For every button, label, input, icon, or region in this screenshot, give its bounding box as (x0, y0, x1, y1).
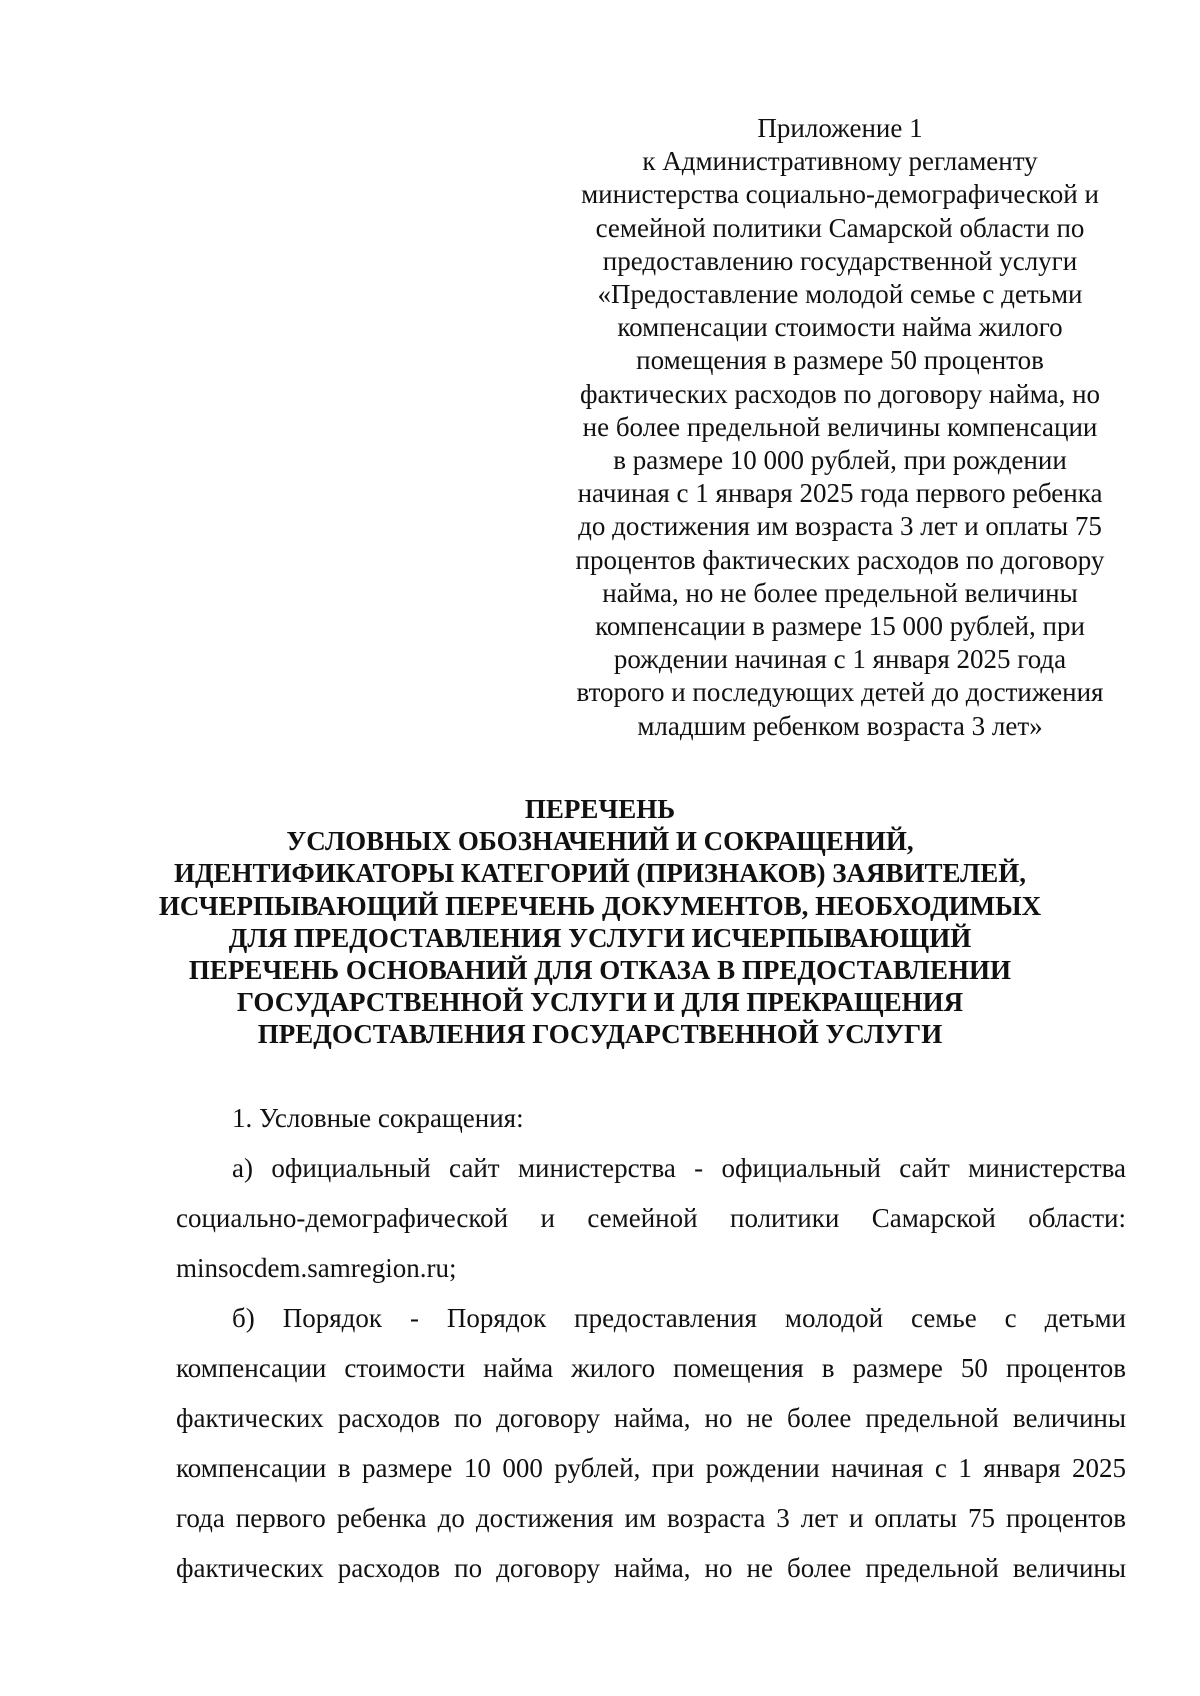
item-a-line: а) официальный сайт министерства - официальный сайт министерства (232, 1153, 1126, 1183)
appendix-header-line: до достижения им возраста 3 лет и оплаты 75 (578, 511, 1102, 542)
list-title-line: ИСЧЕРПЫВАЮЩИЙ ПЕРЕЧЕНЬ ДОКУМЕНТОВ, НЕОБХОДИМЫХ (158, 890, 1042, 921)
appendix-header-line: «Предоставление молодой семье с детьми (597, 279, 1083, 310)
appendix-header-line: начиная с 1 января 2025 года первого ребенка (577, 478, 1103, 509)
body-text (176, 1093, 1126, 1593)
list-title-line: ДЛЯ ПРЕДОСТАВЛЕНИЯ УСЛУГИ ИСЧЕРПЫВАЮЩИЙ (228, 922, 972, 953)
appendix-header-line: младшим ребенком возраста 3 лет» (637, 710, 1043, 741)
appendix-header-line: министерства социально-демографической и (581, 179, 1099, 210)
item-b-line: фактических расходов по договору найма, но не более предельной величины (176, 1403, 1126, 1433)
appendix-header-line: компенсации стоимости найма жилого (617, 312, 1063, 343)
appendix-header-line: Приложение 1 (757, 113, 923, 143)
appendix-header-line: в размере 10 000 рублей, при рождении (613, 445, 1067, 476)
item-b-line: фактических расходов по договору найма, но не более предельной величины (176, 1553, 1126, 1583)
appendix-header-line: фактических расходов по договору найма, но (579, 378, 1101, 409)
appendix-header-line: процентов фактических расходов по договору (575, 544, 1105, 575)
list-title-line: УСЛОВНЫХ ОБОЗНАЧЕНИЙ И СОКРАЩЕНИЙ, (286, 826, 914, 857)
appendix-header-line: к Административному регламенту (642, 146, 1038, 177)
list-title-line: ПРЕДОСТАВЛЕНИЯ ГОСУДАРСТВЕННОЙ УСЛУГИ (257, 1019, 943, 1050)
item-a-line: minsocdem.samregion.ru; (176, 1253, 457, 1283)
list-title-line: ИДЕНТИФИКАТОРЫ КАТЕГОРИЙ (ПРИЗНАКОВ) ЗАЯВИТЕЛЕЙ, (173, 858, 1027, 889)
item-b-line: компенсации в размере 10 000 рублей, при рождении начиная с 1 января 2025 (176, 1453, 1126, 1483)
item-b-paragraph (176, 1293, 1126, 1593)
appendix-header-line: семейной политики Самарской области по (595, 212, 1085, 243)
appendix-header-line: помещения в размере 50 процентов (636, 345, 1044, 376)
list-title-line: ПЕРЕЧЕНЬ ОСНОВАНИЙ ДЛЯ ОТКАЗА В ПРЕДОСТАВЛЕНИИ (188, 955, 1012, 986)
appendix-header-line: найма, но не более предельной величины (602, 577, 1078, 608)
appendix-header-line: второго и последующих детей до достижения (576, 677, 1104, 708)
section-heading (176, 1093, 1126, 1143)
item-b-line: года первого ребенка до достижения им возраста 3 лет и оплаты 75 процентов (176, 1503, 1126, 1533)
appendix-header-line: компенсации в размере 15 000 рублей, при (595, 611, 1085, 642)
item-b-line: б) Порядок - Порядок предоставления молодой семье с детьми (232, 1303, 1126, 1333)
appendix-header-line: рождении начиная с 1 января 2025 года (613, 644, 1067, 675)
list-title (100, 793, 1100, 1051)
list-title-line: ГОСУДАРСТВЕННОЙ УСЛУГИ И ДЛЯ ПРЕКРАЩЕНИЯ (236, 987, 964, 1018)
item-a-paragraph (176, 1143, 1126, 1293)
list-title-line: ПЕРЕЧЕНЬ (524, 794, 676, 824)
item-a-line: социально-демографической и семейной политики Самарской области: (176, 1203, 1126, 1233)
appendix-header-line: не более предельной величины компенсации (582, 411, 1098, 442)
appendix-header (555, 112, 1125, 743)
item-b-line: компенсации стоимости найма жилого помещения в размере 50 процентов (176, 1353, 1126, 1383)
section-heading-text: 1. Условные сокращения: (232, 1103, 524, 1133)
appendix-header-line: предоставлению государственной услуги (602, 245, 1078, 276)
